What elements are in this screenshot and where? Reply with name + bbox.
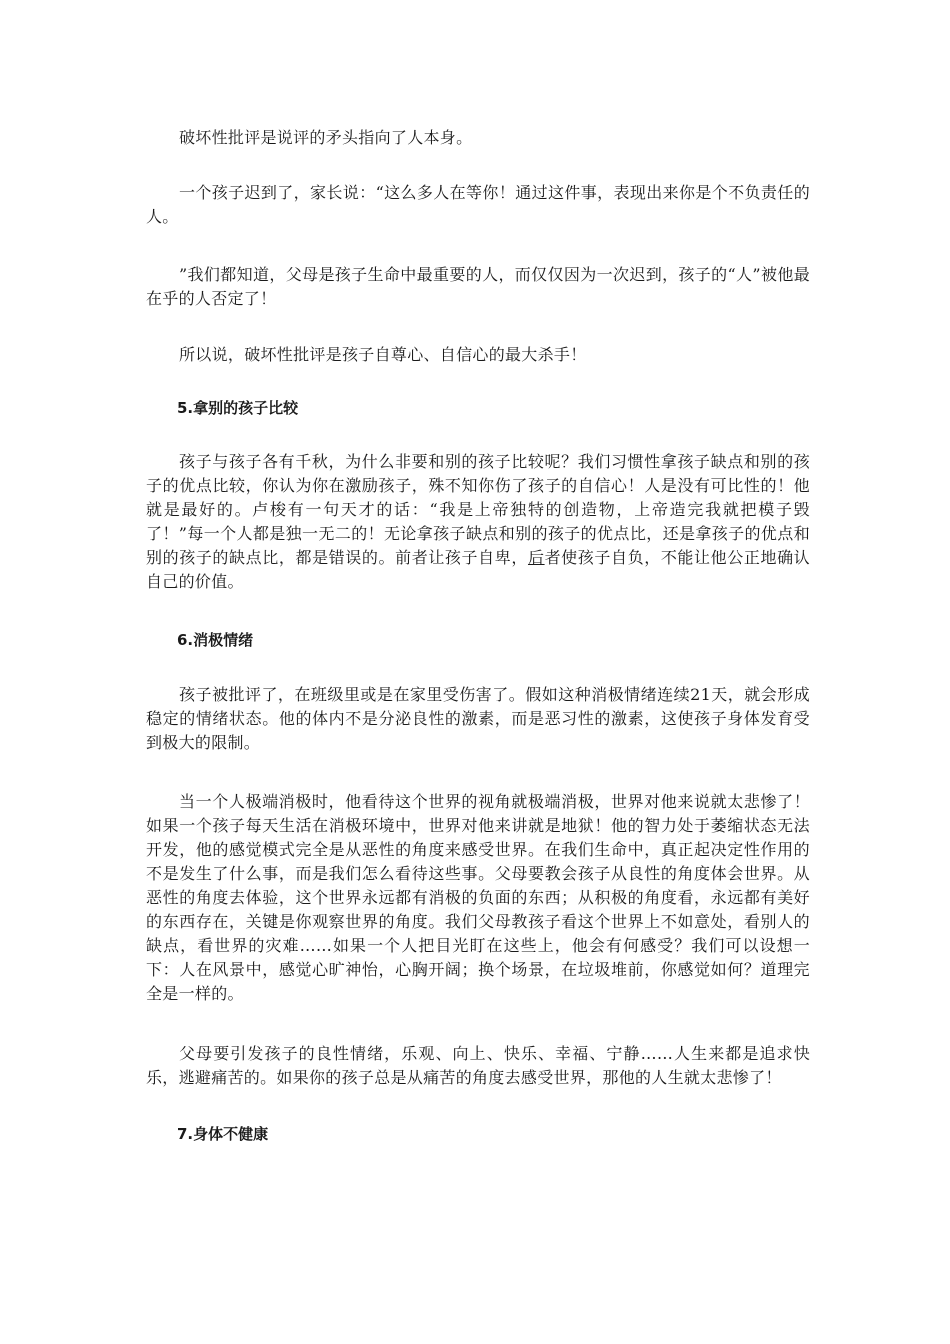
paragraph-late-child-example: 一个孩子迟到了，家长说：“这么多人在等你！通过这件事，表现出来你是个不负责任的人。 [146,183,810,226]
paragraph-comparison-text-b: 者使孩子自负，不能让他公正地确认自己的价值。 [146,548,810,591]
underlined-word: 后 [527,548,545,567]
paragraph-criticism-conclusion: 所以说，破坏性批评是孩子自尊心、自信心的最大杀手！ [179,345,587,364]
section-heading-6: 6.消极情绪 [177,631,254,649]
section-heading-7: 7.身体不健康 [177,1125,269,1143]
paragraph-comparison-text-a: 孩子与孩子各有千秋，为什么非要和别的孩子比较呢？我们习惯性拿孩子缺点和别的孩子的优点比较，你认为你在激励孩子，殊不知你伤了孩子的自信心！人是没有可比性的！他就是最好的。卢梭有一句天才的话：“我是上帝独特的创造物，上帝造完我就把模子毁了！”每一个人都是独一无二的！无论拿孩子缺点和别的孩子的优点比，还是拿孩子的优点和别的孩子的缺点比，都是错误的。前者让孩子自卑， [146,452,810,567]
section-heading-5: 5.拿别的孩子比较 [177,399,299,417]
paragraph-negative-emotion: 孩子被批评了，在班级里或是在家里受伤害了。假如这种消极情绪连续21天，就会形成稳定的情绪状态。他的体内不是分泌良性的激素，而是恶习性的激素，这使孩子身体发育受到极大的限制。 [146,685,810,752]
paragraph-positive-emotion: 父母要引发孩子的良性情绪，乐观、向上、快乐、幸福、宁静……人生来都是追求快乐，逃避痛苦的。如果你的孩子总是从痛苦的角度去感受世界，那他的人生就太悲惨了！ [146,1044,810,1087]
paragraph-comparison [146,450,810,594]
paragraph-destructive-criticism: 破坏性批评是说评的矛头指向了人本身。 [179,128,473,147]
paragraph-negative-worldview: 当一个人极端消极时，他看待这个世界的视角就极端消极，世界对他来说就太悲惨了！如果一个孩子每天生活在消极环境中，世界对他来讲就是地狱！他的智力处于萎缩状态无法开发，他的感觉模式完全是从恶性的角度来感受世界。在我们生命中，真正起决定性作用的不是发生了什么事，而是我们怎么看待这些事。父母要教会孩子从良性的角度体会世界。从恶性的角度去体验，这个世界永远都有消极的负面的东西；从积极的角度看，永远都有美好的东西存在，关键是你观察世界的角度。我们父母教孩子看这个世界上不如意处，看别人的缺点，看世界的灾难……如果一个人把目光盯在这些上，他会有何感受？我们可以设想一下：人在风景中，感觉心旷神怡，心胸开阔；换个场景，在垃圾堆前，你感觉如何？道理完全是一样的。 [146,792,810,1003]
paragraph-parents-importance: ”我们都知道，父母是孩子生命中最重要的人，而仅仅因为一次迟到，孩子的“人”被他最在乎的人否定了！ [146,265,810,308]
